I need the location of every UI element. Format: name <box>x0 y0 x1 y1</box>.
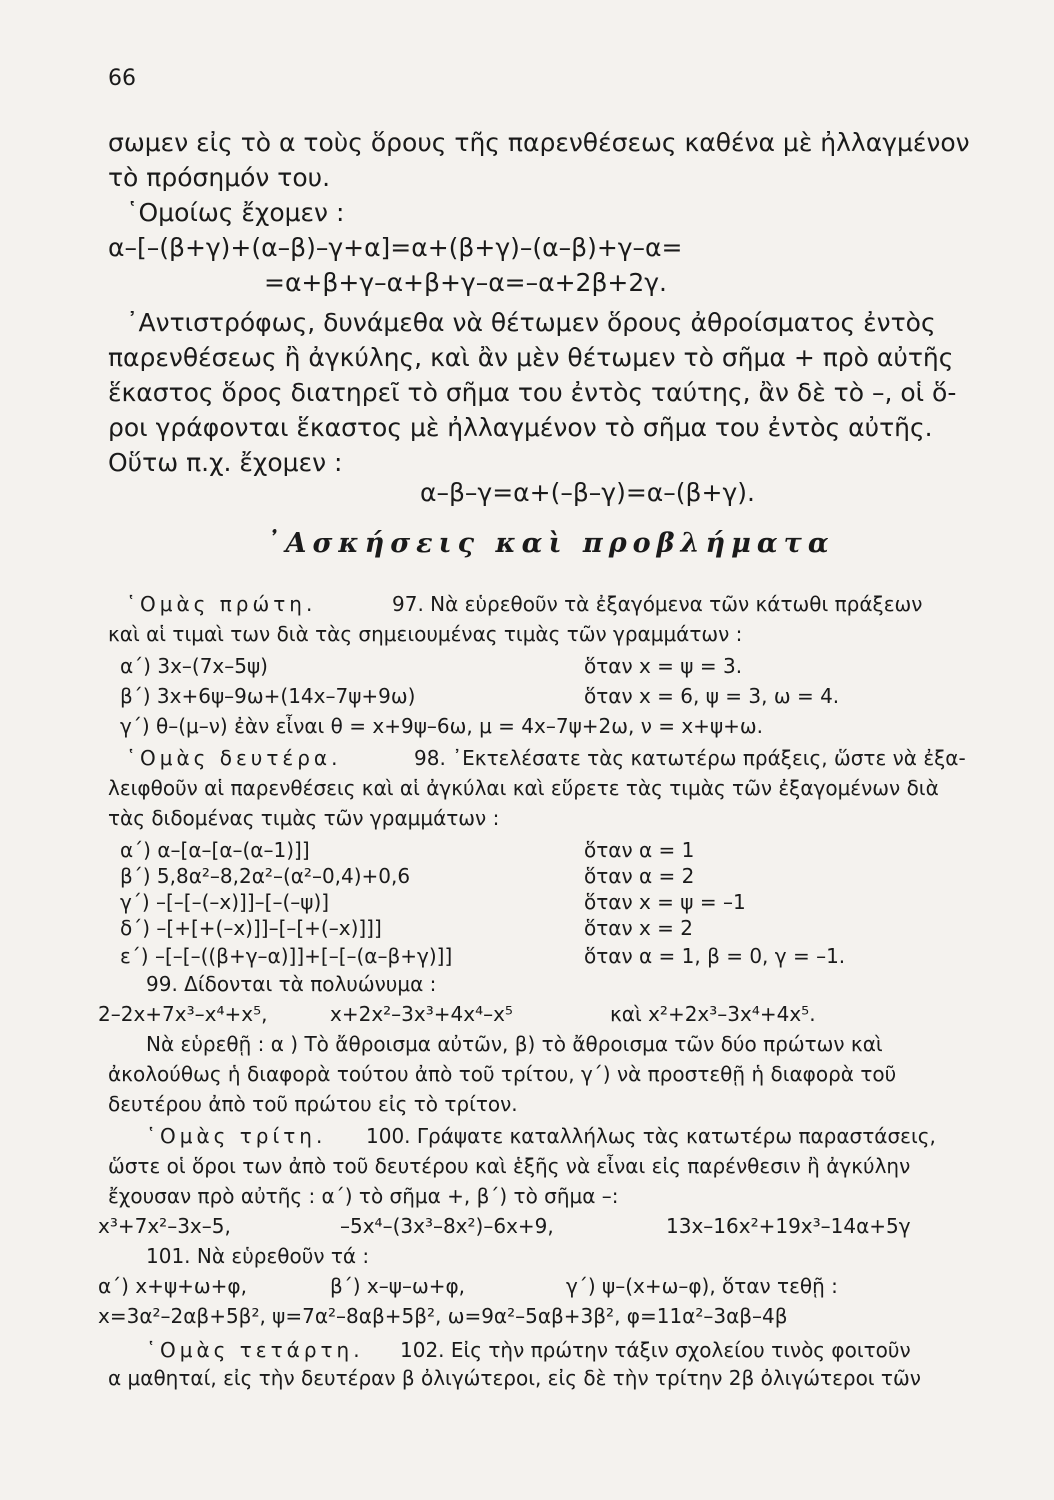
polynomial: x+2x²–3x³+4x⁴–x⁵ <box>330 1002 513 1026</box>
text-line: 98. ᾿Εκτελέσατε τὰς κατωτέρω πράξεις, ὥστε νὰ ἐξα- <box>414 746 966 770</box>
exercise-expr: α΄) α–[α–[α–(α–1)]] <box>120 838 310 862</box>
polynomial: καὶ x²+2x³–3x⁴+4x⁵. <box>610 1002 816 1026</box>
polynomial: 2–2x+7x³–x⁴+x⁵, <box>98 1002 268 1026</box>
text-line: 97. Νὰ εὑρεθοῦν τὰ ἐξαγόμενα τῶν κάτωθι πράξεων <box>392 592 923 616</box>
exercise-cond: ὅταν x = ψ = –1 <box>584 890 746 914</box>
text-line: 100. Γράψατε καταλλήλως τὰς κατωτέρω παραστάσεις, <box>366 1124 936 1148</box>
text-line: δευτέρου ἀπὸ τοῦ πρώτου εἰς τὸ τρίτον. <box>108 1092 518 1116</box>
text-line: ἔχουσαν πρὸ αὐτῆς : α΄) τὸ σῆμα +, β΄) τὸ σῆμα –: <box>108 1184 619 1208</box>
exercise-cond: ὅταν x = ψ = 3. <box>584 654 743 678</box>
text-line: ροι γράφονται ἕκαστος μὲ ἠλλαγμένον τὸ σῆμα του ἐντὸς αὐτῆς. <box>108 413 933 442</box>
exercise-cond: ὅταν α = 2 <box>584 864 695 888</box>
value-assignments: x=3α²–2αβ+5β², ψ=7α²–8αβ+5β², ω=9α²–5αβ+3β², φ=11α²–3αβ–4β <box>98 1304 788 1328</box>
expression: 13x–16x²+19x³–14α+5γ <box>666 1214 911 1238</box>
exercise-cond: ὅταν α = 1 <box>584 838 695 862</box>
exercise-cond: ὅταν α = 1, β = 0, γ = –1. <box>584 944 846 968</box>
expression: γ΄) ψ–(x+ω–φ), ὅταν τεθῇ : <box>566 1274 838 1298</box>
text-line: καὶ αἱ τιμαὶ των διὰ τὰς σημειουμένας τιμὰς τῶν γραμμάτων : <box>108 622 743 646</box>
text-line: 102. Εἰς τὴν πρώτην τάξιν σχολείου τινὸς φοιτοῦν <box>400 1338 911 1362</box>
text-line: 101. Νὰ εὑρεθοῦν τά : <box>146 1244 370 1268</box>
group-label: ῾Ομὰς τετάρτη. <box>146 1338 364 1362</box>
group-label: ῾Ομὰς δευτέρα. <box>126 746 342 770</box>
exercise-expr: β΄) 5,8α²–8,2α²–(α²–0,4)+0,6 <box>120 864 411 888</box>
text-line: ἕκαστος ὅρος διατηρεῖ τὸ σῆμα του ἐντὸς ταύτης, ἂν δὲ τὸ –, οἱ ὅ- <box>108 378 957 407</box>
exercise-expr: α΄) 3x–(7x–5ψ) <box>120 654 268 678</box>
text-line: Νὰ εὑρεθῇ : α ) Τὸ ἄθροισμα αὐτῶν, β) τὸ ἄθροισμα τῶν δύο πρώτων καὶ <box>146 1032 883 1056</box>
text-line: ῾Ομοίως ἔχομεν : <box>126 198 345 227</box>
equation-line: =α+β+γ–α+β+γ–α=–α+2β+2γ. <box>264 268 668 297</box>
exercise-expr: γ΄) θ–(μ–ν) ἐὰν εἶναι θ = x+9ψ–6ω, μ = 4x–7ψ+2ω, ν = x+ψ+ω. <box>120 714 763 738</box>
expression: β΄) x–ψ–ω+φ, <box>330 1274 466 1298</box>
section-heading: ᾿Ασκήσεις καὶ προβλήματα <box>266 528 835 559</box>
exercise-expr: ε΄) –[–[–((β+γ–α)]]+[–[–(α–β+γ)]] <box>120 944 453 968</box>
group-label: ῾Ομὰς τρίτη. <box>146 1124 327 1148</box>
exercise-cond: ὅταν x = 2 <box>584 916 694 940</box>
text-line: σωμεν εἰς τὸ α τοὺς ὅρους τῆς παρενθέσεως καθένα μὲ ἠλλαγμένον <box>108 128 970 157</box>
exercise-expr: δ΄) –[+[+(–x)]]–[–[+(–x)]]] <box>120 916 382 940</box>
expression: –5x⁴–(3x³–8x²)–6x+9, <box>340 1214 554 1238</box>
text-line: ὥστε οἱ ὅροι των ἀπὸ τοῦ δευτέρου καὶ ἑξῆς νὰ εἶναι εἰς παρένθεσιν ἢ ἀγκύλην <box>108 1154 911 1178</box>
text-line: παρενθέσεως ἢ ἀγκύλης, καὶ ἂν μὲν θέτωμεν τὸ σῆμα + πρὸ αὐτῆς <box>108 343 954 372</box>
text-line: τὰς διδομένας τιμὰς τῶν γραμμάτων : <box>108 806 500 830</box>
exercise-expr: β΄) 3x+6ψ–9ω+(14x–7ψ+9ω) <box>120 684 416 708</box>
text-line: ᾿Αντιστρόφως, δυνάμεθα νὰ θέτωμεν ὅρους ἀθροίσματος ἐντὸς <box>126 308 936 337</box>
text-line: λειφθοῦν αἱ παρενθέσεις καὶ αἱ ἀγκύλαι καὶ εὕρετε τὰς τιμὰς τῶν ἐξαγομένων διὰ <box>108 776 939 800</box>
expression: α΄) x+ψ+ω+φ, <box>98 1274 247 1298</box>
text-line: τὸ πρόσημόν του. <box>108 163 331 192</box>
equation-line: α–[–(β+γ)+(α–β)–γ+α]=α+(β+γ)–(α–β)+γ–α= <box>108 233 683 262</box>
page-number: 66 <box>108 66 136 91</box>
text-line: ἀκολούθως ἡ διαφορὰ τούτου ἀπὸ τοῦ τρίτου, γ΄) νὰ προστεθῇ ἡ διαφορὰ τοῦ <box>108 1062 897 1086</box>
text-line: 99. Δίδονται τὰ πολυώνυμα : <box>146 972 437 996</box>
exercise-expr: γ΄) –[–[–(–x)]]–[–(–ψ)] <box>120 890 330 914</box>
text-line: α μαθηταί, εἰς τὴν δευτέραν β ὀλιγώτεροι, εἰς δὲ τὴν τρίτην 2β ὀλιγώτεροι τῶν <box>108 1366 921 1390</box>
text-line: Οὕτω π.χ. ἔχομεν : <box>108 448 343 477</box>
group-label: ῾Ομὰς πρώτη. <box>126 592 317 616</box>
equation-line: α–β–γ=α+(–β–γ)=α–(β+γ). <box>420 478 755 507</box>
expression: x³+7x²–3x–5, <box>98 1214 231 1238</box>
exercise-cond: ὅταν x = 6, ψ = 3, ω = 4. <box>584 684 840 708</box>
